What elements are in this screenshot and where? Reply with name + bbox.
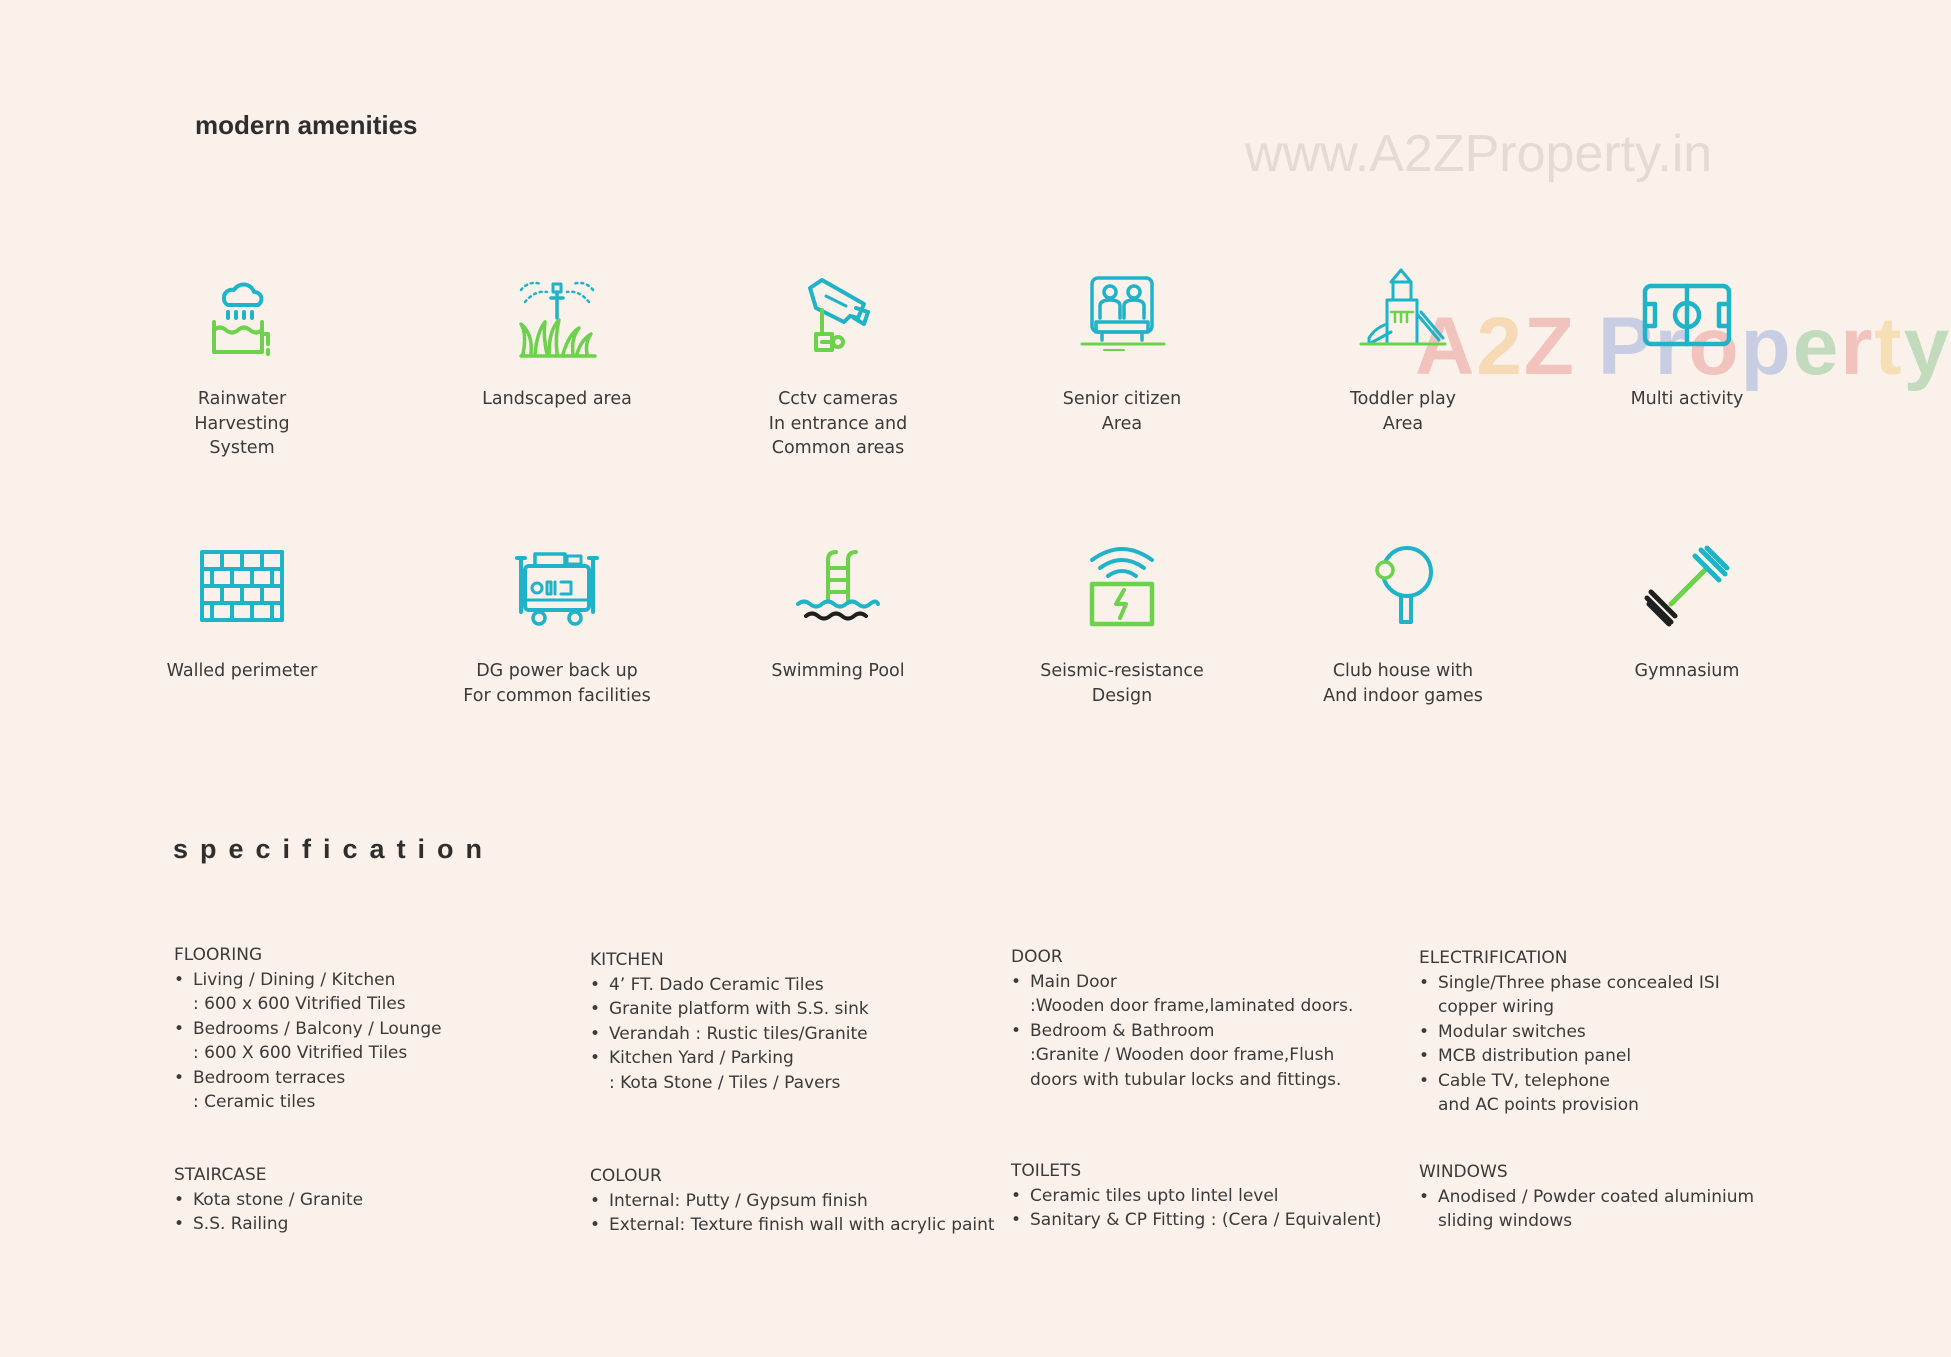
spec-item: • Sanitary & CP Fitting : (Cera / Equivalent) (1011, 1208, 1431, 1233)
spec-windows (1419, 1160, 1839, 1234)
spec-flooring (174, 943, 594, 1115)
spec-heading: KITCHEN (590, 950, 664, 970)
brick-wall-icon (194, 540, 290, 636)
spec-list (1419, 971, 1839, 1118)
spec-item: • Main Door :Wooden door frame,laminated doors. (1011, 970, 1431, 1019)
toddler-play-icon (1355, 268, 1451, 364)
spec-heading: WINDOWS (1419, 1162, 1508, 1182)
swimming-pool-icon (790, 540, 886, 636)
amenity-label: Cctv cameras In entrance and Common areas (768, 389, 908, 458)
spec-item: • Kitchen Yard / Parking : Kota Stone / Tiles / Pavers (590, 1046, 1010, 1095)
amenity-multi-activity (1567, 268, 1807, 412)
amenity-label: DG power back up For common facilities (463, 661, 651, 706)
amenities-section-title: modern amenities (195, 110, 418, 140)
spec-item: • Ceramic tiles upto lintel level (1011, 1184, 1431, 1209)
watermark-logo-letter: r (1654, 301, 1689, 392)
spec-item: • Kota stone / Granite (174, 1188, 594, 1213)
table-tennis-icon (1355, 540, 1451, 636)
amenity-label: Rainwater Harvesting System (194, 389, 290, 458)
amenity-landscaped-area (437, 268, 677, 412)
spec-list (174, 968, 594, 1115)
amenity-label: Multi activity (1630, 389, 1744, 409)
spec-heading: ELECTRIFICATION (1419, 948, 1568, 968)
spec-list (1011, 970, 1431, 1093)
seismic-resistance-icon (1074, 540, 1170, 636)
spec-item: • S.S. Railing (174, 1212, 594, 1237)
spec-heading: STAIRCASE (174, 1165, 267, 1185)
watermark-logo-letter: 2 (1476, 301, 1524, 392)
amenity-senior-citizen (1002, 268, 1242, 436)
senior-citizen-icon (1074, 268, 1170, 364)
multi-activity-icon (1639, 268, 1735, 364)
watermark-logo-letter: Z (1523, 301, 1576, 392)
spec-item: • Cable TV, telephone and AC points provision (1419, 1069, 1839, 1118)
amenity-label: Senior citizen Area (1062, 389, 1182, 434)
spec-heading: DOOR (1011, 947, 1063, 967)
spec-item: • External: Texture finish wall with acrylic paint (590, 1213, 1010, 1238)
watermark-logo-letter: e (1792, 301, 1841, 392)
spec-colour (590, 1164, 1010, 1238)
watermark-logo-letter: A (1415, 301, 1477, 392)
spec-item: • Modular switches (1419, 1020, 1839, 1045)
spec-list (1011, 1184, 1431, 1233)
amenity-label: Toddler play Area (1349, 389, 1457, 434)
watermark-logo-letter: P (1597, 301, 1655, 392)
spec-item: • MCB distribution panel (1419, 1044, 1839, 1069)
spec-list (174, 1188, 594, 1237)
watermark-logo-letter: t (1874, 301, 1904, 392)
amenity-seismic-resistance (1002, 540, 1242, 708)
landscaped-area-icon (509, 268, 605, 364)
dumbbell-icon (1639, 540, 1735, 636)
amenity-toddler-play (1283, 268, 1523, 436)
amenity-label: Swimming Pool (771, 661, 905, 681)
spec-item: • Bedrooms / Balcony / Lounge : 600 X 600 Vitrified Tiles (174, 1017, 594, 1066)
spec-list (590, 973, 1010, 1096)
generator-icon (509, 540, 605, 636)
spec-item: • Verandah : Rustic tiles/Granite (590, 1022, 1010, 1047)
amenity-label: Walled perimeter (166, 661, 318, 681)
watermark-logo-letter: o (1688, 301, 1741, 392)
amenity-swimming-pool (718, 540, 958, 684)
spec-electrification (1419, 946, 1839, 1118)
spec-door (1011, 945, 1431, 1092)
watermark-url: www.A2ZProperty.in (1245, 125, 1713, 183)
amenity-club-house (1283, 540, 1523, 708)
spec-item: • Granite platform with S.S. sink (590, 997, 1010, 1022)
spec-heading: TOILETS (1011, 1161, 1082, 1181)
spec-heading: COLOUR (590, 1166, 662, 1186)
spec-list (590, 1189, 1010, 1238)
amenity-label: Landscaped area (482, 389, 632, 409)
amenity-walled-perimeter (122, 540, 362, 684)
spec-item: • Single/Three phase concealed ISI copper wiring (1419, 971, 1839, 1020)
rainwater-harvesting-icon (194, 268, 290, 364)
watermark-logo-letter: p (1740, 301, 1793, 392)
spec-item: • 4’ FT. Dado Ceramic Tiles (590, 973, 1010, 998)
spec-staircase (174, 1163, 594, 1237)
amenity-cctv-cameras (718, 268, 958, 461)
amenity-label: Gymnasium (1634, 661, 1740, 681)
amenity-gymnasium (1567, 540, 1807, 684)
spec-list (1419, 1185, 1839, 1234)
amenity-rainwater-harvesting (122, 268, 362, 461)
amenity-dg-power-backup (437, 540, 677, 708)
amenity-label: Club house with And indoor games (1323, 661, 1483, 706)
spec-item: • Living / Dining / Kitchen : 600 x 600 Vitrified Tiles (174, 968, 594, 1017)
spec-item: • Bedroom & Bathroom :Granite / Wooden door frame,Flush doors with tubular locks and fittings. (1011, 1019, 1431, 1093)
cctv-camera-icon (790, 268, 886, 364)
amenity-label: Seismic-resistance Design (1040, 661, 1204, 706)
spec-item: • Internal: Putty / Gypsum finish (590, 1189, 1010, 1214)
spec-toilets (1011, 1159, 1431, 1233)
spec-heading: FLOORING (174, 945, 263, 965)
specification-section-title: specification (173, 834, 495, 864)
spec-kitchen (590, 948, 1010, 1095)
watermark-logo-letter: r (1840, 301, 1875, 392)
watermark-logo-letter: y (1903, 301, 1951, 392)
spec-item: • Bedroom terraces : Ceramic tiles (174, 1066, 594, 1115)
spec-item: • Anodised / Powder coated aluminium sliding windows (1419, 1185, 1839, 1234)
